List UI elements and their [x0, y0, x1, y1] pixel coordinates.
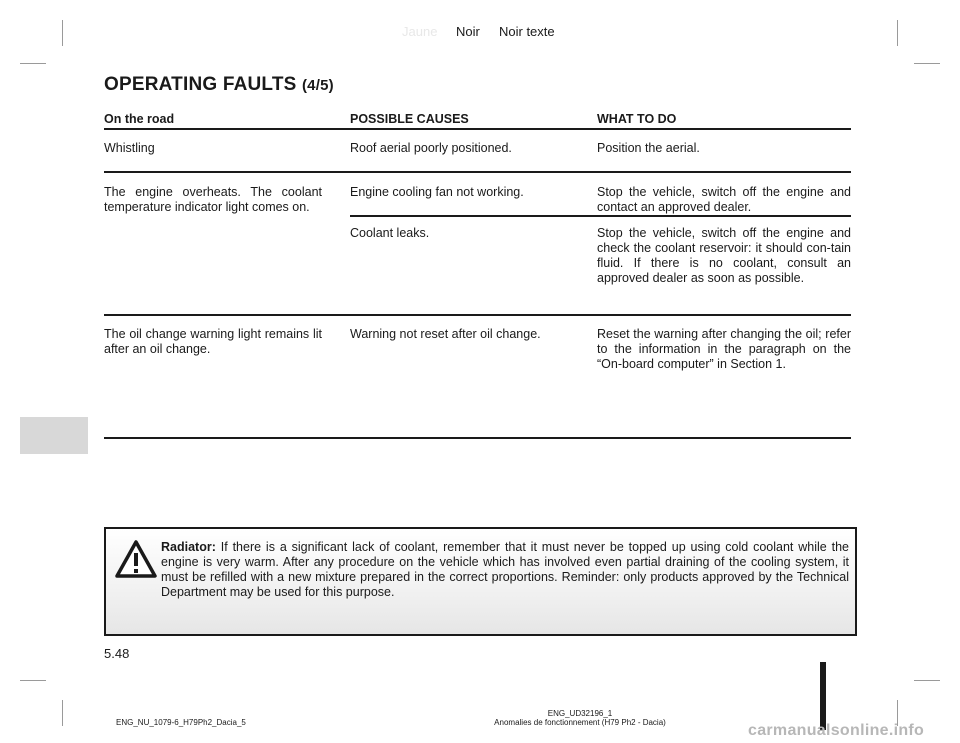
row-action: Stop the vehicle, switch off the engine and contact an approved dealer.	[597, 185, 851, 214]
column-header-todo: WHAT TO DO	[597, 112, 677, 126]
row-cause: Coolant leaks.	[350, 226, 430, 240]
page-number: 5.48	[104, 646, 130, 661]
row-cause: Warning not reset after oil change.	[350, 327, 541, 341]
crop-mark	[897, 20, 898, 46]
warning-box	[104, 527, 857, 636]
sub-row-rule	[350, 215, 851, 217]
watermark: carmanualsonline.info	[748, 722, 925, 739]
crop-mark	[62, 20, 63, 46]
print-color-yellow: Jaune	[402, 24, 438, 39]
print-color-black: Noir	[456, 24, 480, 39]
page-edge-bar	[820, 662, 826, 730]
column-header-on-road: On the road	[104, 112, 175, 126]
row-symptom: Whistling	[104, 141, 155, 155]
section-tab	[20, 417, 88, 454]
crop-mark	[20, 680, 46, 681]
page-title-part: (4/5)	[301, 77, 334, 94]
crop-mark	[62, 700, 63, 726]
row-symptom: The engine overheats. The coolant temperature indicator light comes on.	[104, 185, 322, 214]
table-rule	[104, 437, 851, 439]
row-action: Stop the vehicle, switch off the engine and check the coolant reservoir: it should con-tain fluid. If there is no coolant, consult an approved dealer as soon as possible.	[597, 226, 851, 285]
warning-text	[161, 540, 849, 600]
row-action: Reset the warning after changing the oil; refer to the information in the paragraph on the “On-board computer” in Section 1.	[597, 327, 851, 371]
crop-mark	[914, 63, 940, 64]
print-color-black-text: Noir texte	[499, 24, 555, 39]
row-symptom: The oil change warning light remains lit after an oil change.	[104, 327, 322, 356]
footer-right-line2: Anomalies de fonctionnement (H79 Ph2 - Dacia)	[494, 718, 666, 727]
page-title-main: OPERATING FAULTS	[104, 74, 297, 95]
column-header-causes: POSSIBLE CAUSES	[350, 112, 469, 126]
footer-left: ENG_NU_1079-6_H79Ph2_Dacia_5	[116, 718, 246, 727]
crop-mark	[914, 680, 940, 681]
warning-triangle-icon	[114, 539, 158, 579]
row-cause: Engine cooling fan not working.	[350, 185, 524, 199]
footer-right-line1: ENG_UD32196_1	[547, 709, 613, 718]
row-cause: Roof aerial poorly positioned.	[350, 141, 512, 155]
warning-label: Radiator:	[161, 540, 216, 554]
page-title	[104, 74, 334, 96]
crop-mark	[20, 63, 46, 64]
row-action: Position the aerial.	[597, 141, 700, 155]
table-rule	[104, 128, 851, 130]
warning-body: If there is a significant lack of coolant, remember that it must never be topped up using cold coolant while the engine is very warm. After any procedure on the vehicle which has involved even partial draining of the cooling system, it must be refilled with a new mixture prepared in the correct proportions. Reminder: only products approved by the Technical Department may be used for this purpose.	[161, 540, 849, 599]
table-rule	[104, 171, 851, 173]
table-rule	[104, 314, 851, 316]
footer-right	[480, 709, 680, 727]
